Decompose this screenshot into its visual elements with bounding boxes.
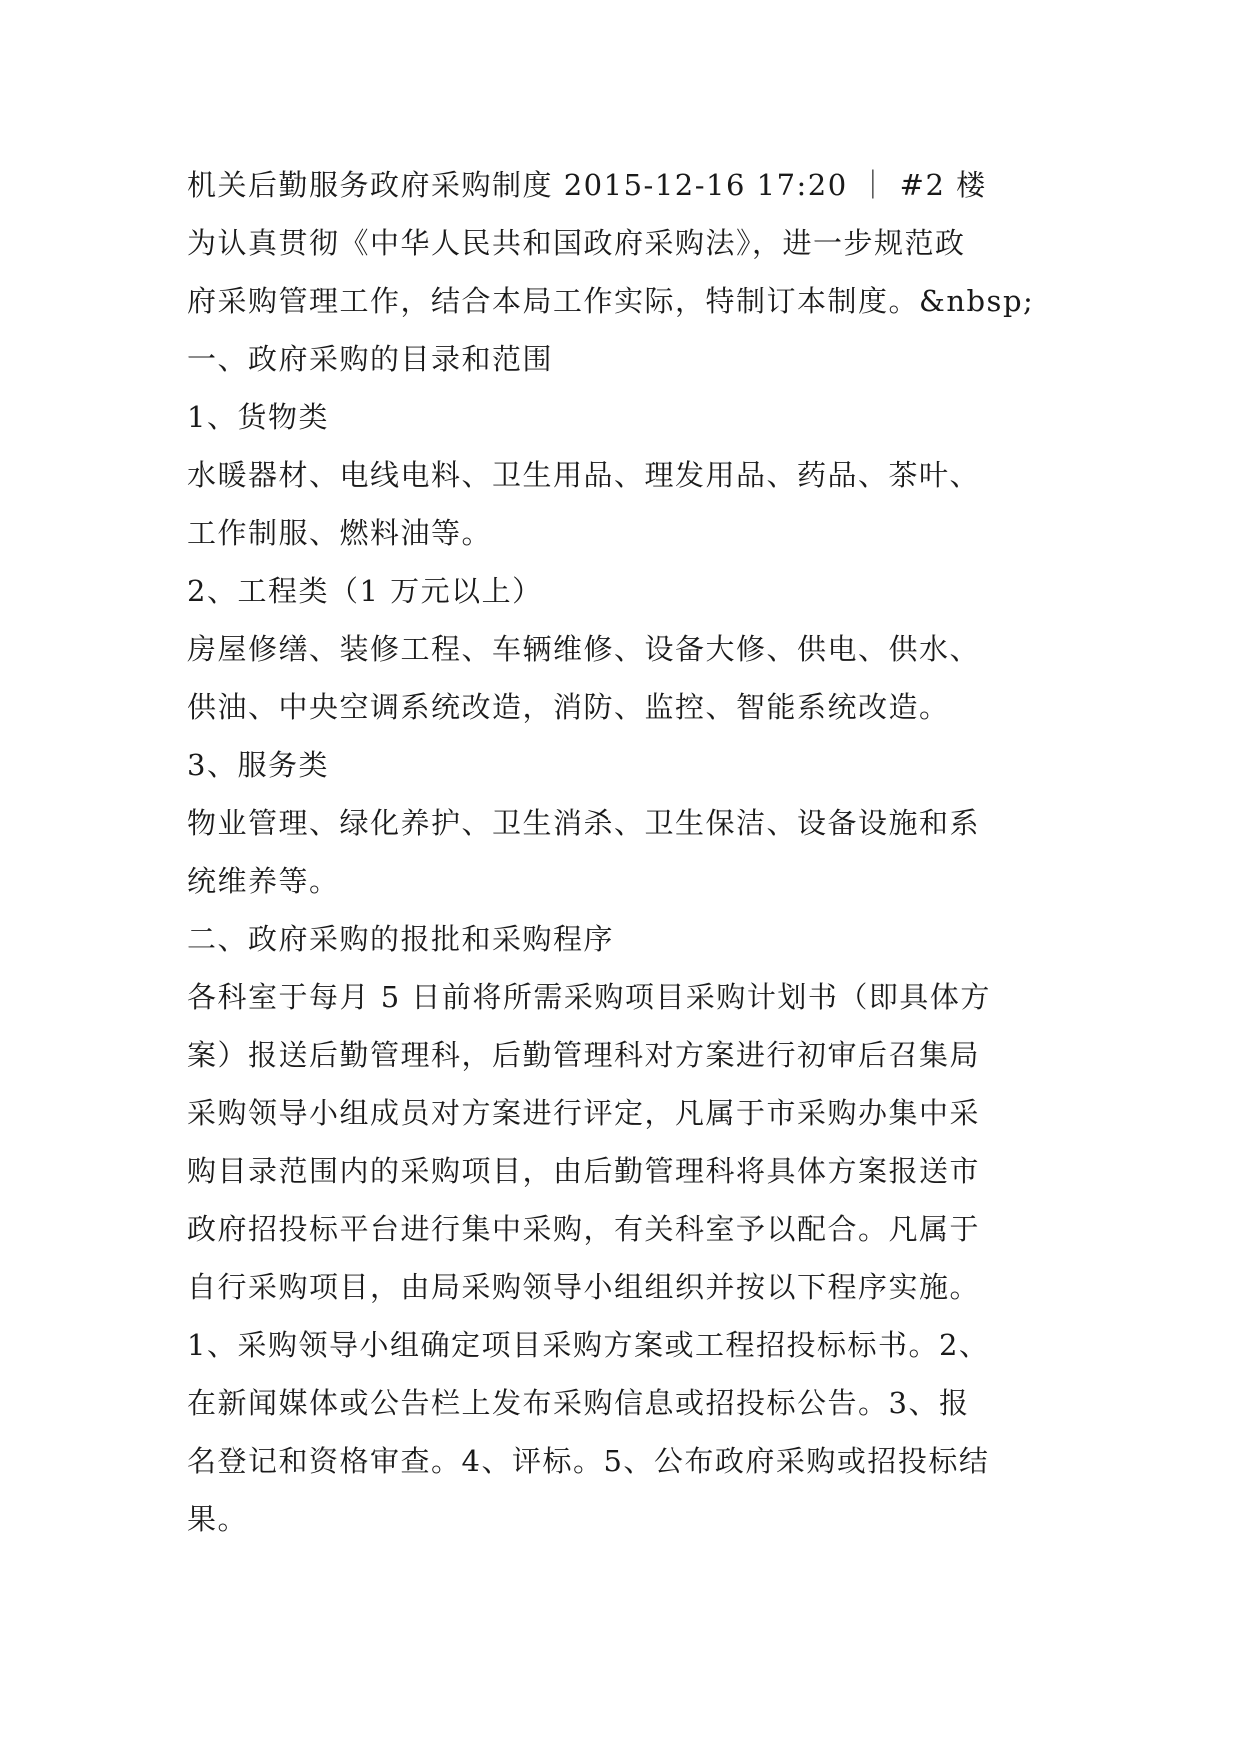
engineering-line-1: 房屋修缮、装修工程、车辆维修、设备大修、供电、供水、 [187,632,981,666]
intro-line-2: 府采购管理工作，结合本局工作实际，特制订本制度。&nbsp; [187,284,1035,318]
steps-line-4: 果。 [187,1502,249,1536]
intro-line-1: 为认真贯彻《中华人民共和国政府采购法》，进一步规范政 [187,226,966,260]
document-title: 机关后勤服务政府采购制度 2015-12-16 17:20 ｜ #2 楼 [187,168,987,202]
procedure-line-1: 各科室于每月 5 日前将所需采购项目采购计划书（即具体方 [187,980,991,1014]
subheading-engineering: 2、工程类（1 万元以上） [187,574,543,608]
document-body [187,156,1067,1548]
steps-line-2: 在新闻媒体或公告栏上发布采购信息或招投标公告。3、报 [187,1386,970,1420]
steps-line-3: 名登记和资格审查。4、评标。5、公布政府采购或招投标结 [187,1444,990,1478]
procedure-line-5: 政府招投标平台进行集中采购，有关科室予以配合。凡属于 [187,1212,981,1246]
goods-line-1: 水暖器材、电线电料、卫生用品、理发用品、药品、茶叶、 [187,458,981,492]
engineering-line-2: 供油、中央空调系统改造，消防、监控、智能系统改造。 [187,690,950,724]
goods-line-2: 工作制服、燃料油等。 [187,516,493,550]
procedure-line-3: 采购领导小组成员对方案进行评定，凡属于市采购办集中采 [187,1096,981,1130]
section-heading-1: 一、政府采购的目录和范围 [187,342,554,376]
services-line-1: 物业管理、绿化养护、卫生消杀、卫生保洁、设备设施和系 [187,806,981,840]
procedure-line-4: 购目录范围内的采购项目，由后勤管理科将具体方案报送市 [187,1154,981,1188]
subheading-services: 3、服务类 [187,748,329,782]
section-heading-2: 二、政府采购的报批和采购程序 [187,922,615,956]
services-line-2: 统维养等。 [187,864,340,898]
steps-line-1: 1、采购领导小组确定项目采购方案或工程招投标标书。2、 [187,1328,990,1362]
procedure-line-6: 自行采购项目，由局采购领导小组组织并按以下程序实施。 [187,1270,981,1304]
procedure-line-2: 案）报送后勤管理科，后勤管理科对方案进行初审后召集局 [187,1038,981,1072]
subheading-goods: 1、货物类 [187,400,329,434]
